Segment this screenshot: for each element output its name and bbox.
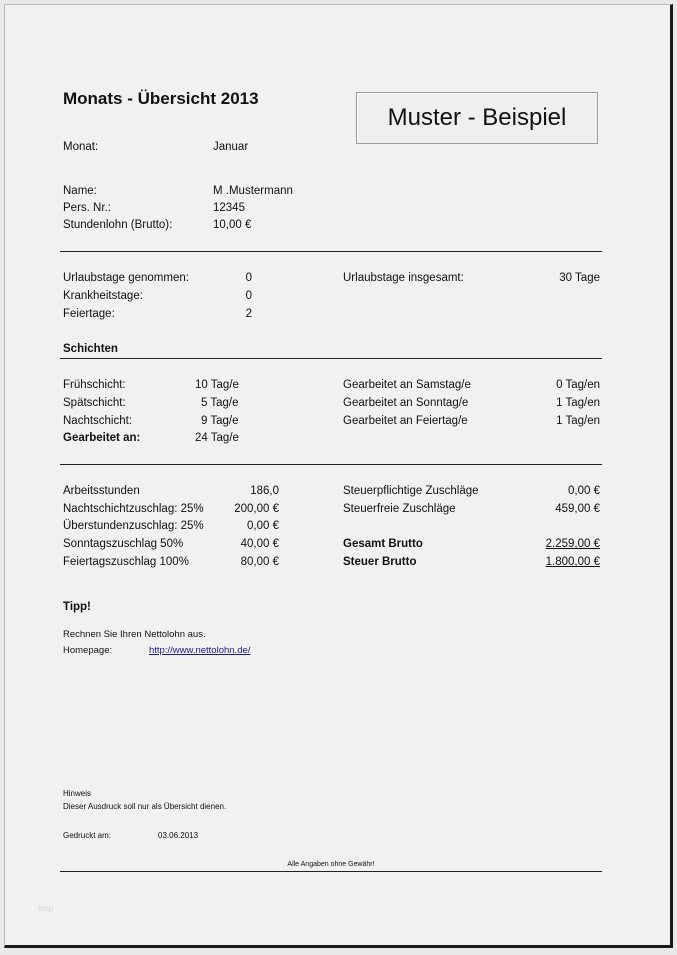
sonntagszuschlag-label: Sonntagszuschlag 50% bbox=[63, 538, 184, 550]
divider bbox=[60, 251, 602, 252]
steuerfreie-zuschlaege-value: 459,00 € bbox=[555, 503, 600, 515]
gesamt-brutto-label: Gesamt Brutto bbox=[343, 538, 423, 550]
gearbeitet-an-value: 24 Tag/e bbox=[195, 432, 239, 444]
arbeitsstunden-label: Arbeitsstunden bbox=[63, 485, 140, 497]
krankheitstage-value: 0 bbox=[245, 290, 252, 302]
disclaimer: Alle Angaben ohne Gewähr! bbox=[287, 861, 375, 868]
sample-badge: Muster - Beispiel bbox=[356, 92, 598, 144]
homepage-link[interactable]: http://www.nettolohn.de/ bbox=[149, 645, 251, 656]
stundenlohn-value: 10,00 € bbox=[213, 219, 252, 231]
gearbeitet-an-label: Gearbeitet an: bbox=[63, 432, 141, 444]
tipp-heading: Tipp! bbox=[63, 601, 91, 613]
steuer-brutto-label: Steuer Brutto bbox=[343, 556, 417, 568]
fruehschicht-label: Frühschicht: bbox=[63, 379, 126, 391]
ueberstundenzuschlag-value: 0,00 € bbox=[247, 520, 279, 532]
divider bbox=[60, 464, 602, 465]
persnr-value: 12345 bbox=[213, 202, 245, 214]
hinweis-label: Hinweis bbox=[63, 789, 92, 798]
monat-value: Januar bbox=[213, 141, 249, 153]
gedruckt-value: 03.06.2013 bbox=[158, 831, 199, 840]
name-label: Name: bbox=[63, 185, 97, 197]
feiertag-value: 1 Tag/en bbox=[556, 415, 600, 427]
sonntag-value: 1 Tag/en bbox=[556, 397, 600, 409]
persnr-label: Pers. Nr.: bbox=[63, 202, 111, 214]
nachtschichtzuschlag-value: 200,00 € bbox=[234, 503, 279, 515]
gesamt-brutto-value: 2.259,00 € bbox=[545, 538, 600, 550]
tipp-text: Rechnen Sie Ihren Nettolohn aus. bbox=[63, 629, 206, 640]
krankheitstage-label: Krankheitstage: bbox=[63, 290, 143, 302]
samstag-value: 0 Tag/en bbox=[556, 379, 600, 391]
samstag-label: Gearbeitet an Samstag/e bbox=[343, 379, 471, 391]
feiertagszuschlag-label: Feiertagszuschlag 100% bbox=[63, 556, 189, 568]
nachtschicht-value: 9 Tag/e bbox=[201, 415, 239, 427]
stundenlohn-label: Stundenlohn (Brutto): bbox=[63, 219, 173, 231]
ueberstundenzuschlag-label: Überstundenzuschlag: 25% bbox=[63, 520, 204, 532]
watermark: tecp bbox=[38, 904, 54, 913]
gedruckt-label: Gedruckt am: bbox=[63, 831, 112, 840]
schichten-heading: Schichten bbox=[63, 343, 118, 355]
feiertage-label: Feiertage: bbox=[63, 308, 115, 320]
monat-label: Monat: bbox=[63, 141, 99, 153]
name-value: M .Mustermann bbox=[213, 185, 293, 197]
urlaub-genommen-value: 0 bbox=[245, 272, 252, 284]
feiertage-value: 2 bbox=[245, 308, 252, 320]
urlaub-genommen-label: Urlaubstage genommen: bbox=[63, 272, 189, 284]
homepage-label: Homepage: bbox=[63, 645, 113, 656]
urlaub-gesamt-label: Urlaubstage insgesamt: bbox=[343, 272, 464, 284]
steuerfreie-zuschlaege-label: Steuerfreie Zuschläge bbox=[343, 503, 456, 515]
nachtschicht-label: Nachtschicht: bbox=[63, 415, 133, 427]
divider bbox=[60, 871, 602, 872]
hinweis-text: Dieser Ausdruck soll nur als Übersicht dienen. bbox=[63, 802, 227, 811]
divider bbox=[60, 358, 602, 359]
steuer-brutto-value: 1.800,00 € bbox=[545, 556, 600, 568]
sonntagszuschlag-value: 40,00 € bbox=[240, 538, 279, 550]
spaetschicht-label: Spätschicht: bbox=[63, 397, 126, 409]
steuerpflichtige-zuschlaege-value: 0,00 € bbox=[568, 485, 600, 497]
sonntag-label: Gearbeitet an Sonntag/e bbox=[343, 397, 469, 409]
fruehschicht-value: 10 Tag/e bbox=[195, 379, 239, 391]
page-title: Monats - Übersicht 2013 bbox=[63, 89, 259, 108]
nachtschichtzuschlag-label: Nachtschichtzuschlag: 25% bbox=[63, 503, 204, 515]
feiertag-label: Gearbeitet an Feiertag/e bbox=[343, 415, 468, 427]
arbeitsstunden-value: 186,0 bbox=[250, 485, 279, 497]
feiertagszuschlag-value: 80,00 € bbox=[240, 556, 279, 568]
steuerpflichtige-zuschlaege-label: Steuerpflichtige Zuschläge bbox=[343, 485, 479, 497]
spaetschicht-value: 5 Tag/e bbox=[201, 397, 239, 409]
urlaub-gesamt-value: 30 Tage bbox=[559, 272, 600, 284]
